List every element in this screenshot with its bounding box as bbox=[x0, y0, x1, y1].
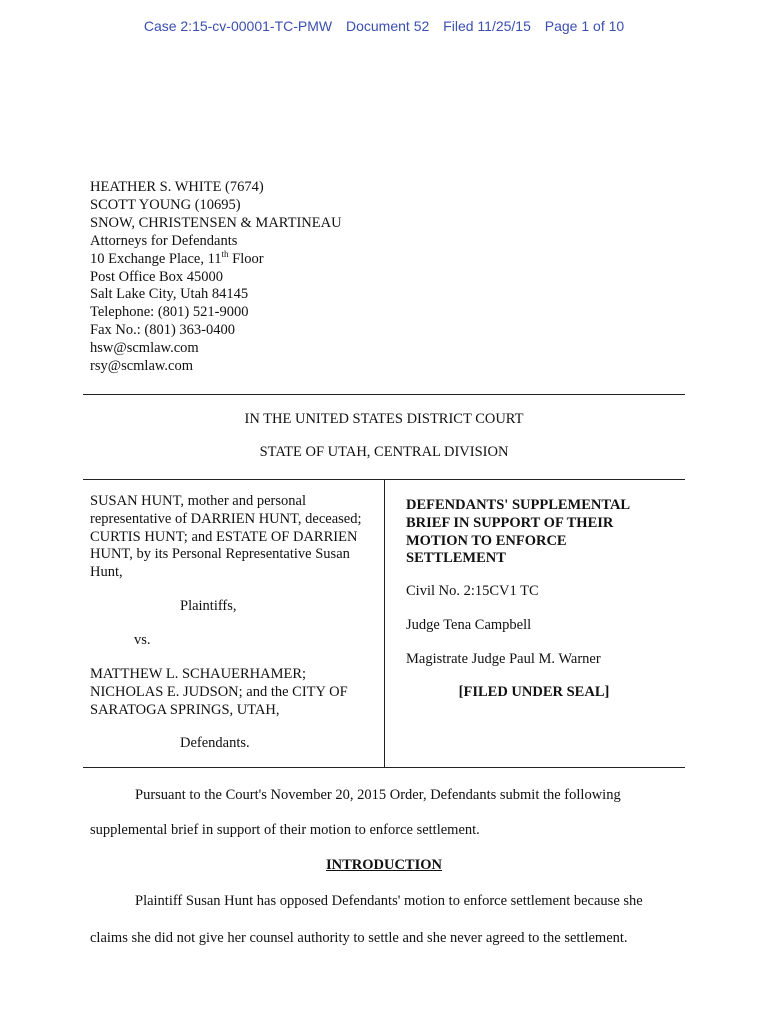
filed-date: Filed 11/25/15 bbox=[443, 18, 531, 34]
filed-under-seal: [FILED UNDER SEAL] bbox=[458, 684, 610, 700]
document-number: Document 52 bbox=[346, 18, 430, 34]
attorney-block bbox=[90, 179, 342, 376]
telephone: Telephone: (801) 521-9000 bbox=[90, 304, 249, 321]
paragraph-line: Plaintiff Susan Hunt has opposed Defendants' motion to enforce settlement because she bbox=[135, 893, 643, 909]
fax: Fax No.: (801) 363-0400 bbox=[90, 322, 235, 339]
caption-divider bbox=[384, 479, 385, 768]
versus: vs. bbox=[134, 632, 151, 648]
defendants-names: MATTHEW L. SCHAUERHAMER; NICHOLAS E. JUDSON; and the CITY OF SARATOGA SPRINGS, UTAH, bbox=[90, 666, 348, 718]
case-number: Case 2:15-cv-00001-TC-PMW bbox=[143, 18, 333, 34]
divider bbox=[83, 767, 685, 768]
magistrate-judge: Magistrate Judge Paul M. Warner bbox=[406, 651, 601, 667]
document-title: DEFENDANTS' SUPPLEMENTAL BRIEF IN SUPPORT OF THEIR MOTION TO ENFORCE SETTLEMENT bbox=[406, 497, 631, 567]
page-count: Page 1 of 10 bbox=[544, 18, 625, 34]
firm-name: SNOW, CHRISTENSEN & MARTINEAU bbox=[90, 214, 342, 231]
paragraph-line: Pursuant to the Court's November 20, 2015 Order, Defendants submit the following bbox=[135, 787, 621, 803]
paragraph-line: supplemental brief in support of their motion to enforce settlement. bbox=[90, 822, 480, 838]
divider bbox=[83, 394, 685, 395]
civil-number: Civil No. 2:15CV1 TC bbox=[406, 583, 539, 599]
email: rsy@scmlaw.com bbox=[90, 358, 194, 375]
attorney-line: SCOTT YOUNG (10695) bbox=[90, 196, 241, 213]
court-name: IN THE UNITED STATES DISTRICT COURT bbox=[244, 411, 524, 427]
ecf-header bbox=[0, 18, 768, 34]
attorney-line: HEATHER S. WHITE (7674) bbox=[90, 179, 264, 195]
address-line: Salt Lake City, Utah 84145 bbox=[90, 286, 249, 303]
plaintiffs-label: Plaintiffs, bbox=[180, 598, 237, 614]
judge: Judge Tena Campbell bbox=[406, 617, 532, 633]
paragraph-line: claims she did not give her counsel authority to settle and she never agreed to the settlement. bbox=[90, 930, 628, 946]
plaintiffs-names: SUSAN HUNT, mother and personal representative of DARRIEN HUNT, deceased; CURTIS HUNT; and ESTATE OF DARRIEN HUNT, by its Personal Representative Susan Hunt, bbox=[90, 493, 362, 581]
address-line: 10 Exchange Place, 11th Floor bbox=[90, 248, 264, 267]
defendants-label: Defendants. bbox=[180, 735, 250, 751]
attorney-role: Attorneys for Defendants bbox=[90, 232, 238, 249]
email: hsw@scmlaw.com bbox=[90, 340, 199, 357]
address-line: Post Office Box 45000 bbox=[90, 268, 224, 285]
section-heading: INTRODUCTION bbox=[325, 857, 442, 873]
court-division: STATE OF UTAH, CENTRAL DIVISION bbox=[259, 444, 509, 460]
